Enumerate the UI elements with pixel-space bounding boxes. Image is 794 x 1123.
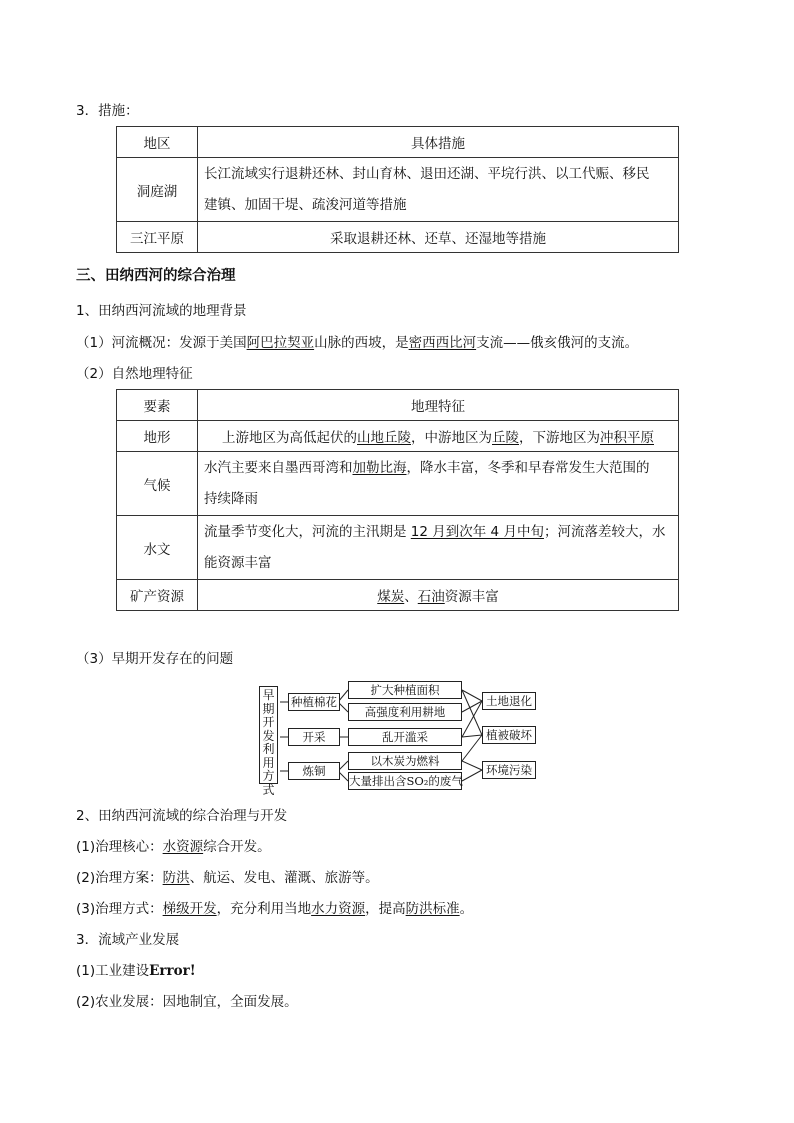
early-development-diagram	[255, 680, 575, 797]
governance-plan: (2)治理方案：防洪、航运、发电、灌溉、旅游等。	[76, 870, 379, 886]
measures-table	[116, 126, 679, 253]
hydrology-text: 流量季节变化大，河流的主汛期是 12 月到次年 4 月中旬；河流落差较大，水 能资源丰富	[198, 516, 679, 580]
diagram-root: 早期开发利用方式	[259, 686, 278, 784]
method-mining: 开采	[288, 728, 340, 746]
problem-vegetation: 植被破坏	[482, 726, 536, 744]
natural-features-table	[116, 389, 679, 611]
activity-overmining: 乱开滥采	[348, 728, 462, 746]
governance-method: (3)治理方式：梯级开发，充分利用当地水力资源，提高防洪标准。	[76, 901, 474, 917]
river-overview: （1）河流概况：发源于美国阿巴拉契亚山脉的西坡，是密西西比河支流——俄亥俄河的支流。	[76, 335, 639, 351]
header-element: 要素	[117, 390, 198, 421]
problem-pollution: 环境污染	[482, 761, 536, 779]
measures-label: 3．措施：	[76, 103, 139, 119]
minerals-label: 矿产资源	[117, 580, 198, 611]
activity-so2: 大量排出含SO₂的废气	[349, 774, 463, 788]
governance-core: (1)治理核心：水资源综合开发。	[76, 839, 271, 855]
header-measures: 具体措施	[198, 127, 679, 158]
sanjiang-measures: 采取退耕还林、还草、还湿地等措施	[198, 222, 679, 253]
dongting-measures-line1: 长江流域实行退耕还林、封山育林、退田还湖、平垸行洪、以工代赈、移民	[204, 165, 650, 182]
natural-features-heading: （2）自然地理特征	[76, 366, 193, 382]
activity-charcoal: 以木炭为燃料	[348, 752, 462, 770]
header-feature: 地理特征	[198, 390, 679, 421]
terrain-label: 地形	[117, 421, 198, 452]
problem-land-degradation: 土地退化	[482, 692, 536, 710]
terrain-text: 上游地区为高低起伏的山地丘陵，中游地区为丘陵，下游地区为冲积平原	[198, 421, 679, 452]
agriculture-development: (2)农业发展：因地制宜，全面发展。	[76, 994, 298, 1010]
climate-text: 水汽主要来自墨西哥湾和加勒比海，降水丰富，冬季和早春常发生大范围的 持续降雨	[198, 452, 679, 516]
minerals-text: 煤炭、石油资源丰富	[198, 580, 679, 611]
method-cotton: 种植棉花	[288, 693, 340, 711]
climate-label: 气候	[117, 452, 198, 516]
method-copper: 炼铜	[288, 762, 340, 780]
section-heading-tennessee: 三、田纳西河的综合治理	[76, 268, 236, 284]
industry-heading: 3．流域产业发展	[76, 932, 180, 948]
industry-construction: (1)工业建设Error!	[76, 963, 196, 979]
activity-expand-area: 扩大种植面积	[348, 681, 462, 699]
activity-intensive-farming: 高强度利用耕地	[348, 703, 462, 721]
hydrology-label: 水文	[117, 516, 198, 580]
geo-background-heading: 1、田纳西河流域的地理背景	[76, 303, 247, 319]
governance-heading: 2、田纳西河流域的综合治理与开发	[76, 808, 288, 824]
region-dongting: 洞庭湖	[117, 158, 198, 222]
header-region: 地区	[117, 127, 198, 158]
dongting-measures-line2: 建镇、加固干堤、疏浚河道等措施	[204, 196, 407, 213]
early-problems-heading: （3）早期开发存在的问题	[76, 651, 234, 667]
region-sanjiang: 三江平原	[117, 222, 198, 253]
